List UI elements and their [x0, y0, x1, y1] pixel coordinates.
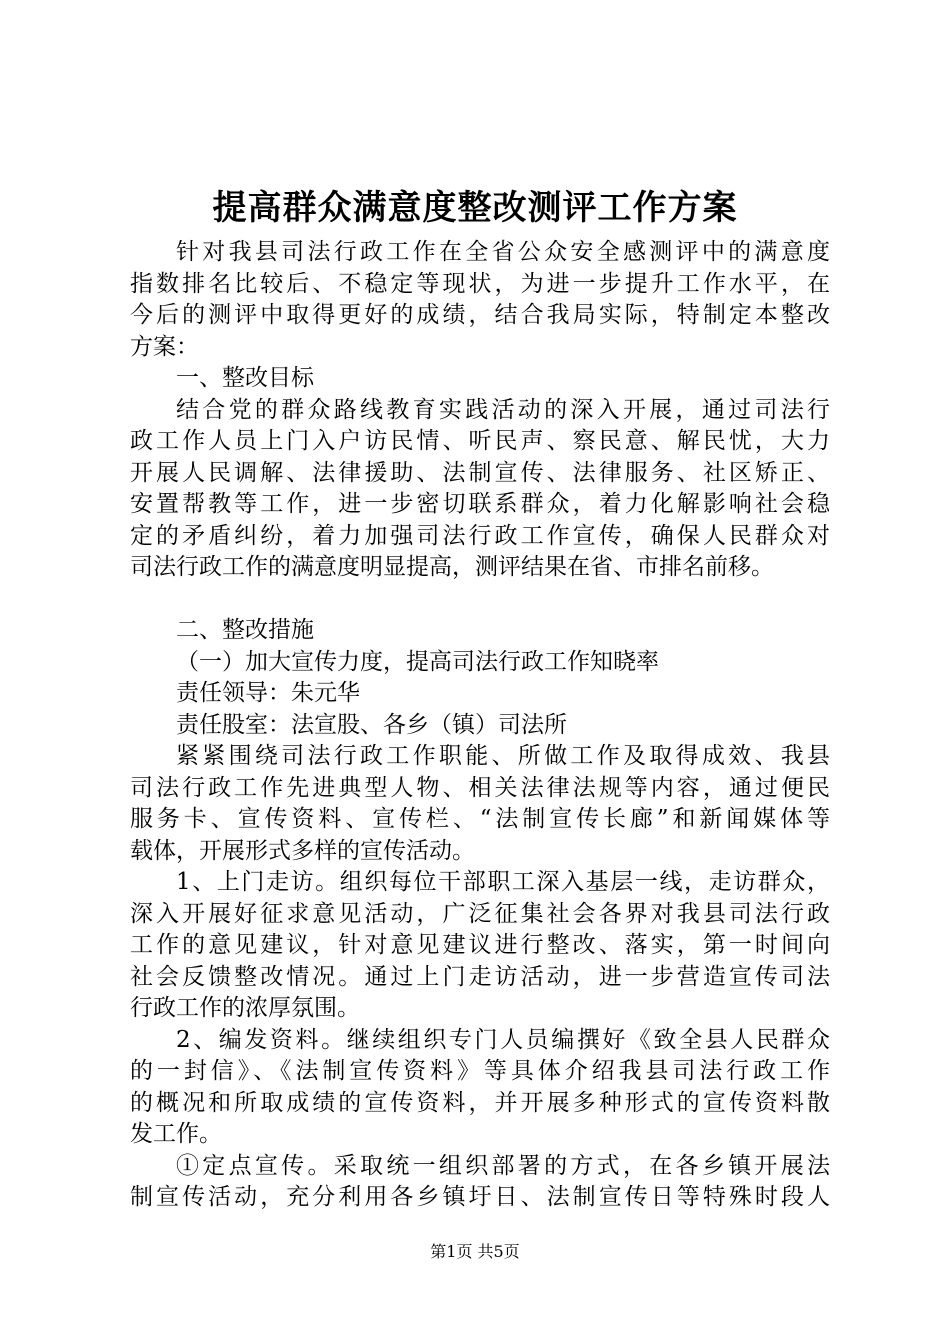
- body-line: 司法行政工作先进典型人物、相关法律法规等内容，通过便民: [130, 774, 830, 801]
- body-line: 行政工作的浓厚氛围。: [130, 995, 360, 1021]
- body-line: 司法行政工作的满意度明显提高，测评结果在省、市排名前移。: [130, 554, 774, 580]
- body-line: 今后的测评中取得更好的成绩，结合我局实际，特制定本整改: [130, 302, 830, 328]
- body-line: ①定点宣传。采取统一组织部署的方式，在各乡镇开展法: [176, 1152, 830, 1179]
- body-line: 深入开展好征求意见活动，广泛征集社会各界对我县司法行政: [130, 900, 830, 927]
- body-line: 服务卡、宣传资料、宣传栏、“法制宣传长廊”和新闻媒体等: [130, 806, 830, 832]
- body-line: 结合党的群众路线教育实践活动的深入开展，通过司法行: [176, 396, 830, 423]
- document-title: 提高群众满意度整改测评工作方案: [212, 188, 738, 228]
- body-line: 紧紧围绕司法行政工作职能、所做工作及取得成效、我县: [176, 743, 830, 769]
- body-line: 社会反馈整改情况。通过上门走访活动，进一步营造宣传司法: [130, 963, 830, 990]
- responsible-department: 责任股室：法宣股、各乡（镇）司法所: [176, 711, 567, 738]
- body-line: 工作的意见建议，针对意见建议进行整改、落实，第一时间向: [130, 932, 830, 958]
- body-line: 发工作。: [130, 1121, 222, 1147]
- body-line: 安置帮教等工作，进一步密切联系群众，着力化解影响社会稳: [130, 491, 830, 517]
- body-line: 的一封信》、《法制宣传资料》等具体介绍我县司法行政工作: [130, 1058, 830, 1084]
- body-line: 制宣传活动，充分利用各乡镇圩日、法制宣传日等特殊时段人: [130, 1184, 830, 1210]
- body-line: 的概况和所取成绩的宣传资料，并开展多种形式的宣传资料散: [130, 1089, 830, 1116]
- body-line: 定的矛盾纠纷，着力加强司法行政工作宣传，确保人民群众对: [130, 522, 830, 549]
- body-line: 载体，开展形式多样的宣传活动。: [130, 837, 475, 864]
- document-body: [130, 237, 830, 1214]
- body-line: 2、编发资料。继续组织专门人员编撰好《致全县人民群众: [176, 1026, 830, 1053]
- responsible-leader: 责任领导：朱元华: [176, 680, 360, 706]
- subsection-heading: （一）加大宣传力度，提高司法行政工作知晓率: [176, 648, 659, 675]
- section-heading: 二、整改措施: [176, 617, 314, 643]
- body-line: 开展人民调解、法律援助、法制宣传、法律服务、社区矫正、: [130, 459, 830, 486]
- body-line: 针对我县司法行政工作在全省公众安全感测评中的满意度: [176, 239, 830, 265]
- body-line: 方案：: [130, 333, 199, 360]
- page-footer: 第1页 共5页: [430, 1242, 520, 1261]
- body-line: 1、上门走访。组织每位干部职工深入基层一线，走访群众，: [176, 869, 830, 895]
- section-heading: 一、整改目标: [176, 365, 314, 391]
- body-line: 政工作人员上门入户访民情、听民声、察民意、解民忧，大力: [130, 428, 830, 454]
- body-line: 指数排名比较后、不稳定等现状，为进一步提升工作水平，在: [130, 270, 830, 297]
- blank-line: [130, 584, 830, 616]
